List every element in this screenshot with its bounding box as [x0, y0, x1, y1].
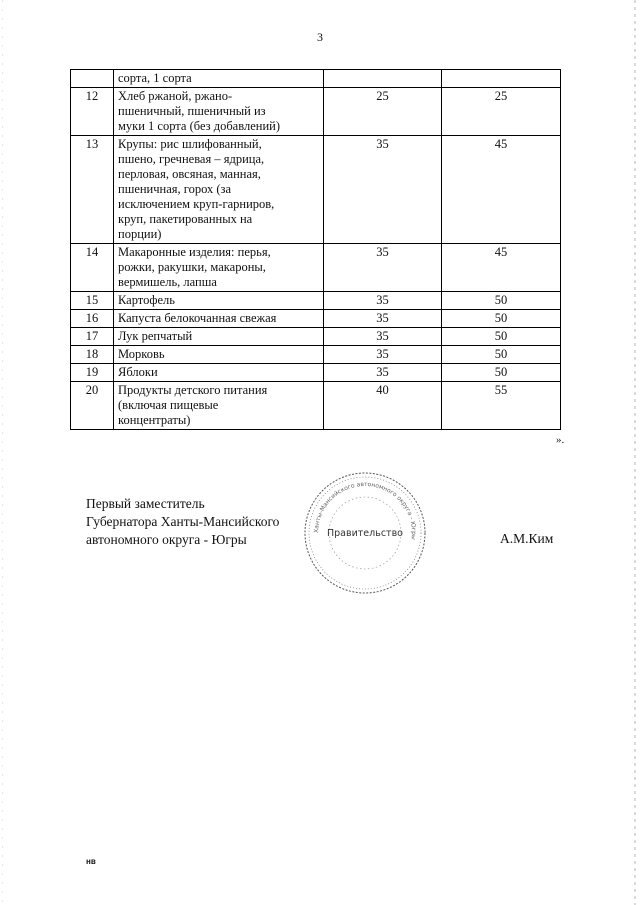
value-col-2: 25 [442, 88, 561, 136]
value-col-1: 35 [324, 244, 442, 292]
row-number: 14 [71, 244, 114, 292]
table-row [71, 292, 561, 310]
value-col-2: 55 [442, 382, 561, 430]
row-number: 17 [71, 328, 114, 346]
row-number [71, 70, 114, 88]
seal-ring-text: Ханты-Мансийского автономного округа - Югры [312, 480, 418, 541]
value-col-2: 50 [442, 364, 561, 382]
value-col-1: 35 [324, 310, 442, 328]
product-name: Лук репчатый [114, 328, 324, 346]
table-row [71, 70, 561, 88]
value-col-1: 35 [324, 136, 442, 244]
closing-quote-mark: ». [556, 434, 565, 446]
table-row [71, 310, 561, 328]
signer-name: А.М.Ким [500, 531, 554, 546]
row-number: 20 [71, 382, 114, 430]
page-number: 3 [317, 30, 323, 44]
product-name: Макаронные изделия: перья, рожки, ракушки, макароны, вермишель, лапша [114, 244, 324, 292]
value-col-1: 35 [324, 292, 442, 310]
value-col-2: 45 [442, 244, 561, 292]
row-number: 15 [71, 292, 114, 310]
product-name: сорта, 1 сорта [114, 70, 324, 88]
seal-center-text: Правительство [327, 528, 403, 539]
value-col-1: 40 [324, 382, 442, 430]
official-seal [300, 468, 430, 598]
row-number: 18 [71, 346, 114, 364]
value-col-2: 50 [442, 328, 561, 346]
norms-table [70, 69, 561, 430]
product-name: Морковь [114, 346, 324, 364]
value-col-2: 50 [442, 292, 561, 310]
value-col-2: 50 [442, 346, 561, 364]
value-col-2: 45 [442, 136, 561, 244]
footer-code: нв [86, 857, 96, 866]
value-col-1: 35 [324, 328, 442, 346]
value-col-1: 35 [324, 364, 442, 382]
table-row [71, 244, 561, 292]
value-col-1: 25 [324, 88, 442, 136]
table-row [71, 88, 561, 136]
value-col-2: 50 [442, 310, 561, 328]
product-name: Картофель [114, 292, 324, 310]
value-col-1: 35 [324, 346, 442, 364]
row-number: 12 [71, 88, 114, 136]
row-number: 16 [71, 310, 114, 328]
scan-edge-right [634, 0, 636, 905]
scan-edge-left [2, 0, 3, 905]
product-name: Хлеб ржаной, ржано- пшеничный, пшеничный из муки 1 сорта (без добавлений) [114, 88, 324, 136]
table-row [71, 328, 561, 346]
norms-table-container [70, 69, 561, 430]
row-number: 19 [71, 364, 114, 382]
product-name: Яблоки [114, 364, 324, 382]
product-name: Крупы: рис шлифованный, пшено, гречневая – ядрица, перловая, овсяная, манная, пшеничная, горох (за исключением круп-гарниров, круп, пакетированных на порции) [114, 136, 324, 244]
table-row [71, 136, 561, 244]
table-row [71, 364, 561, 382]
row-number: 13 [71, 136, 114, 244]
product-name: Продукты детского питания (включая пищевые концентраты) [114, 382, 324, 430]
value-col-1 [324, 70, 442, 88]
table-row [71, 382, 561, 430]
signer-position: Первый заместитель Губернатора Ханты-Мансийского автономного округа - Югры [86, 496, 280, 547]
value-col-2 [442, 70, 561, 88]
table-row [71, 346, 561, 364]
product-name: Капуста белокочанная свежая [114, 310, 324, 328]
